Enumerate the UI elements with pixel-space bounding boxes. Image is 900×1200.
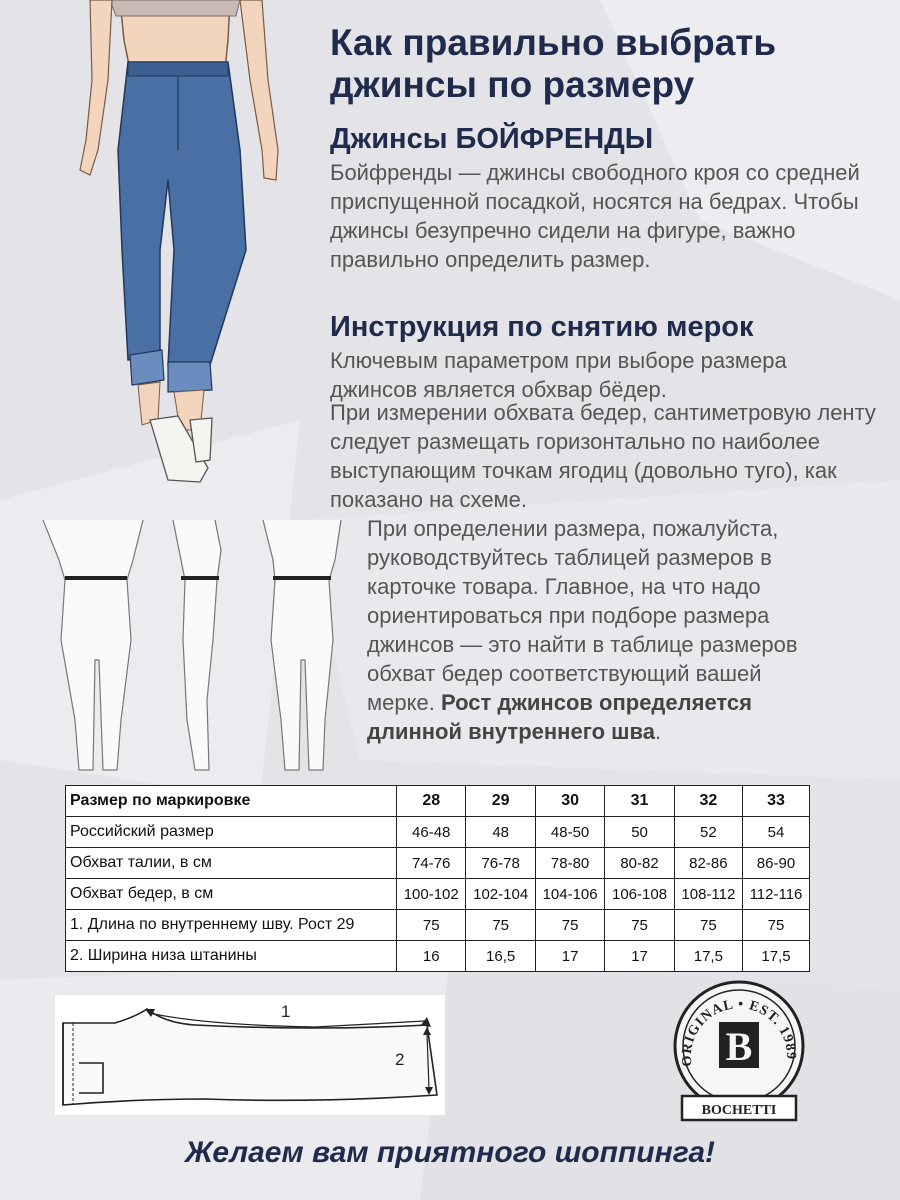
table-cell: 106-108 <box>605 879 674 910</box>
table-cell: 102-104 <box>466 879 535 910</box>
table-cell: 16 <box>397 941 466 972</box>
logo-letter: B <box>725 1024 753 1069</box>
table-row <box>66 817 810 848</box>
table-cell: 100-102 <box>397 879 466 910</box>
table-header-cell: 31 <box>605 786 674 817</box>
size-guide-end: . <box>654 719 662 744</box>
table-cell: 17 <box>535 941 604 972</box>
table-row <box>66 879 810 910</box>
table-cell: 2. Ширина низа штанины <box>66 941 397 972</box>
table-cell: 75 <box>535 910 604 941</box>
table-cell: Обхват бедер, в см <box>66 879 397 910</box>
instruction-text-tape: При измерении обхвата бедер, сантиметровую ленту следует размещать горизонтально по наиболее выступающим точкам ягодиц (довольно туго), как показано на схеме. <box>330 400 876 512</box>
table-row <box>66 910 810 941</box>
table-row <box>66 848 810 879</box>
table-cell: 50 <box>605 817 674 848</box>
table-cell: 82-86 <box>674 848 742 879</box>
hip-measurement-schema <box>35 520 345 775</box>
table-cell: 75 <box>674 910 742 941</box>
instruction-text-key-param: Ключевым параметром при выборе размера джинсов является обхвар бёдер. <box>330 348 787 402</box>
diagram-label-length: 1 <box>281 1002 291 1021</box>
section-heading-instructions: Инструкция по снятию мерок <box>330 311 754 343</box>
table-cell: 80-82 <box>605 848 674 879</box>
table-cell: 104-106 <box>535 879 604 910</box>
table-header-cell: Размер по маркировке <box>66 786 397 817</box>
table-cell: 74-76 <box>397 848 466 879</box>
table-cell: 75 <box>397 910 466 941</box>
table-cell: 48 <box>466 817 535 848</box>
table-cell: 75 <box>466 910 535 941</box>
footer-greeting: Желаем вам приятного шоппинга! <box>184 1136 716 1169</box>
logo-name: BOCHETTI <box>701 1103 777 1118</box>
table-cell: 112-116 <box>742 879 809 910</box>
table-cell: 75 <box>605 910 674 941</box>
section-heading-boyfriends: Джинсы БОЙФРЕНДЫ <box>330 123 654 155</box>
table-cell: 108-112 <box>674 879 742 910</box>
table-cell: 78-80 <box>535 848 604 879</box>
table-cell: 75 <box>742 910 809 941</box>
jeans-model-illustration <box>50 0 290 500</box>
table-header-cell: 30 <box>535 786 604 817</box>
table-cell: 48-50 <box>535 817 604 848</box>
table-row <box>66 941 810 972</box>
table-cell: 52 <box>674 817 742 848</box>
table-cell: 1. Длина по внутреннему шву. Рост 29 <box>66 910 397 941</box>
diagram-label-width: 2 <box>395 1050 405 1069</box>
logo-ring-text: ORIGINAL • EST. 1989 <box>679 997 799 1068</box>
bochetti-logo <box>668 978 810 1128</box>
table-cell: 16,5 <box>466 941 535 972</box>
size-guide-body: При определении размера, пожалуйста, руководствуйтесь таблицей размеров в карточке товара. Главное, на что надо ориентироваться при подборе размера джинсов — это найти в таблице размеров обхват бедер соответствующий вашей мерке. <box>367 516 798 715</box>
table-header-cell: 32 <box>674 786 742 817</box>
section-text-boyfriends: Бойфренды — джинсы свободного кроя со средней приспущенной посадкой, носятся на бедрах. Чтобы джинсы безупречно сидели на фигуре, важно правильно определить размер. <box>330 160 860 272</box>
size-guide-bold: Рост джинсов определяется длинной внутреннего шва <box>367 690 752 744</box>
table-cell: 86-90 <box>742 848 809 879</box>
size-guide-text <box>367 514 817 746</box>
table-cell: 46-48 <box>397 817 466 848</box>
table-header-row <box>66 786 810 817</box>
table-cell: Обхват талии, в см <box>66 848 397 879</box>
table-cell: 17,5 <box>674 941 742 972</box>
leg-measurement-diagram <box>55 995 445 1115</box>
table-cell: 54 <box>742 817 809 848</box>
table-cell: Российский размер <box>66 817 397 848</box>
table-cell: 17,5 <box>742 941 809 972</box>
table-cell: 76-78 <box>466 848 535 879</box>
page-title: Как правильно выбрать джинсы по размеру <box>330 22 777 105</box>
table-cell: 17 <box>605 941 674 972</box>
table-header-cell: 28 <box>397 786 466 817</box>
table-header-cell: 33 <box>742 786 809 817</box>
table-header-cell: 29 <box>466 786 535 817</box>
size-table <box>65 785 810 972</box>
